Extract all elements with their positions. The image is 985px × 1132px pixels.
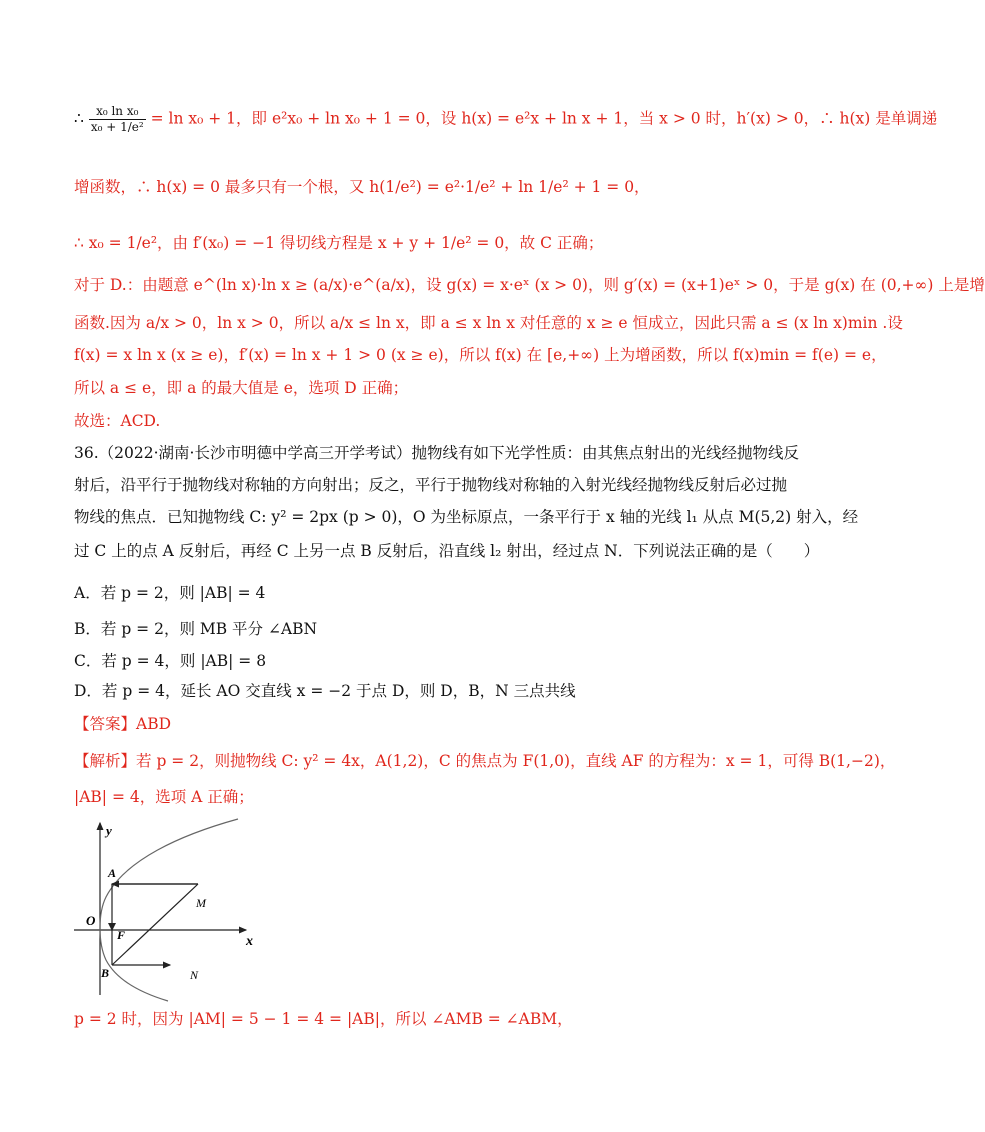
parabola-figure [70,815,270,1005]
option-b: B．若 p = 2，则 MB 平分 ∠ABN [74,620,318,638]
solution-line-1: ∴ $\frac{\text{x₀ ln x₀}}{\text{x₀ + 1/e²}}$ = ln x₀ + 1，即 e²x₀ + ln x₀ + 1 = 0，设 h(x) = e²x + ln x + 1，当 x > 0 时，h′(x) > 0，∴ h(x) 是单调递 [74,104,938,134]
question-line-3: 物线的焦点．已知抛物线 C: y² = 2px (p > 0)，O 为坐标原点，一条平行于 x 轴的光线 l₁ 从点 M(5,2) 射入，经 [74,508,859,526]
answer-value: ABD [136,715,172,733]
solution-line-7: 所以 a ≤ e，即 a 的最大值是 e，选项 D 正确； [74,379,409,397]
option-c: C．若 p = 4，则 |AB| = 8 [74,652,267,670]
analysis-line-2: |AB| = 4，选项 A 正确； [74,788,254,806]
label-f: F [117,928,126,942]
question-line-2: 射后，沿平行于抛物线对称轴的方向射出；反之，平行于抛物线对称轴的入射光线经抛物线反射后必过抛 [74,476,788,494]
analysis-label: 【解析】 [74,752,137,770]
choose-line: 故选：ACD. [74,412,161,430]
question-line-4: 过 C 上的点 A 反射后，再经 C 上另一点 B 反射后，沿直线 l₂ 射出，经过点 N．下列说法正确的是（ ） [74,542,820,560]
solution-line-4: 对于 D.：由题意 e^(ln x)·ln x ≥ (a/x)·e^(a/x)，设 g(x) = x·eˣ (x > 0)，则 g′(x) = (x+1)eˣ > 0，于是 g(x) 在 (0,+∞) 上是增 [74,276,985,294]
question-line-1: 36.（2022·湖南·长沙市明德中学高三开学考试）抛物线有如下光学性质：由其焦点射出的光线经抛物线反 [74,444,799,462]
segment-m-b [112,884,198,965]
answer-line [74,713,171,735]
analysis-line-1: 【解析】若 p = 2，则抛物线 C: y² = 4x，A(1,2)，C 的焦点为 F(1,0)，直线 AF 的方程为：x = 1，可得 B(1,−2)， [74,752,896,770]
label-y: y [106,823,112,838]
fraction: $\frac{\text{x₀ ln x₀}}{\text{x₀ + 1/e²}}$ [90,104,144,134]
label-a: A [108,866,117,880]
label-n: N [190,968,199,982]
option-a: A．若 p = 2，则 |AB| = 4 [74,584,266,602]
analysis-line-3: p = 2 时，因为 |AM| = 5 − 1 = 4 = |AB|，所以 ∠AMB = ∠ABM， [74,1010,573,1028]
label-b: B [101,966,110,980]
parabola-curve [100,819,238,1001]
label-m: M [196,896,206,910]
answer-label: 【答案】 [74,715,137,733]
solution-line-6: f(x) = x ln x (x ≥ e)，f′(x) = ln x + 1 > 0 (x ≥ e)，所以 f(x) 在 [e,+∞) 上为增函数，所以 f(x)min = f(e) = e， [74,346,887,364]
label-o: O [86,913,96,928]
solution-line-5: 函数.因为 a/x > 0，ln x > 0，所以 a/x ≤ ln x，即 a ≤ x ln x 对任意的 x ≥ e 恒成立，因此只需 a ≤ (x ln x)min .设 [74,314,903,332]
solution-line-2: 增函数，∴ h(x) = 0 最多只有一个根，又 h(1/e²) = e²·1/e² + ln 1/e² + 1 = 0， [74,178,650,196]
solution-line-3: ∴ x₀ = 1/e²，由 f′(x₀) = −1 得切线方程是 x + y + 1/e² = 0，故 C 正确； [74,234,604,252]
option-d: D．若 p = 4，延长 AO 交直线 x = −2 于点 D，则 D，B，N 三点共线 [74,682,576,700]
label-x: x [246,934,253,949]
